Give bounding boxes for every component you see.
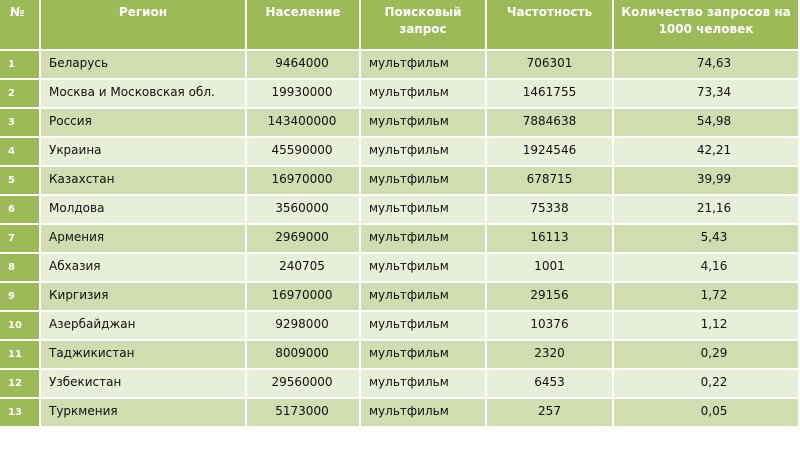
row-number: 11 bbox=[0, 341, 41, 370]
table-row bbox=[0, 254, 800, 283]
population-cell: 8009000 bbox=[247, 341, 361, 370]
query-cell: мультфильм bbox=[361, 167, 487, 196]
frequency-cell: 75338 bbox=[487, 196, 614, 225]
population-cell: 29560000 bbox=[247, 370, 361, 399]
population-cell: 16970000 bbox=[247, 283, 361, 312]
region-cell: Украина bbox=[41, 138, 247, 167]
rate-cell: 5,43 bbox=[614, 225, 800, 254]
frequency-cell: 10376 bbox=[487, 312, 614, 341]
population-cell: 19930000 bbox=[247, 80, 361, 109]
frequency-cell: 706301 bbox=[487, 51, 614, 80]
header-frequency: Частотность bbox=[487, 0, 614, 51]
region-cell: Россия bbox=[41, 109, 247, 138]
frequency-cell: 257 bbox=[487, 399, 614, 428]
region-cell: Азербайджан bbox=[41, 312, 247, 341]
rate-cell: 21,16 bbox=[614, 196, 800, 225]
region-cell: Абхазия bbox=[41, 254, 247, 283]
query-cell: мультфильм bbox=[361, 399, 487, 428]
table-row bbox=[0, 138, 800, 167]
population-cell: 5173000 bbox=[247, 399, 361, 428]
row-number: 2 bbox=[0, 80, 41, 109]
row-number: 9 bbox=[0, 283, 41, 312]
rate-cell: 54,98 bbox=[614, 109, 800, 138]
frequency-cell: 2320 bbox=[487, 341, 614, 370]
row-number: 8 bbox=[0, 254, 41, 283]
query-cell: мультфильм bbox=[361, 341, 487, 370]
table-row bbox=[0, 370, 800, 399]
query-cell: мультфильм bbox=[361, 109, 487, 138]
query-cell: мультфильм bbox=[361, 254, 487, 283]
table-row bbox=[0, 225, 800, 254]
query-cell: мультфильм bbox=[361, 225, 487, 254]
row-number: 7 bbox=[0, 225, 41, 254]
row-number: 4 bbox=[0, 138, 41, 167]
frequency-cell: 29156 bbox=[487, 283, 614, 312]
frequency-cell: 678715 bbox=[487, 167, 614, 196]
table-row bbox=[0, 283, 800, 312]
query-cell: мультфильм bbox=[361, 312, 487, 341]
region-cell: Молдова bbox=[41, 196, 247, 225]
row-number: 10 bbox=[0, 312, 41, 341]
frequency-cell: 6453 bbox=[487, 370, 614, 399]
population-cell: 16970000 bbox=[247, 167, 361, 196]
population-cell: 240705 bbox=[247, 254, 361, 283]
population-cell: 9464000 bbox=[247, 51, 361, 80]
region-cell: Узбекистан bbox=[41, 370, 247, 399]
table-row bbox=[0, 341, 800, 370]
row-number: 12 bbox=[0, 370, 41, 399]
region-cell: Казахстан bbox=[41, 167, 247, 196]
table-row bbox=[0, 51, 800, 80]
population-cell: 9298000 bbox=[247, 312, 361, 341]
header-rate: Количество запросов на 1000 человек bbox=[614, 0, 800, 51]
region-cell: Москва и Московская обл. bbox=[41, 80, 247, 109]
region-cell: Беларусь bbox=[41, 51, 247, 80]
table-row bbox=[0, 312, 800, 341]
rate-cell: 1,12 bbox=[614, 312, 800, 341]
header-query: Поисковый запрос bbox=[361, 0, 487, 51]
query-cell: мультфильм bbox=[361, 370, 487, 399]
query-cell: мультфильм bbox=[361, 80, 487, 109]
region-cell: Туркмения bbox=[41, 399, 247, 428]
population-cell: 143400000 bbox=[247, 109, 361, 138]
query-cell: мультфильм bbox=[361, 138, 487, 167]
table-header-row bbox=[0, 0, 800, 51]
rate-cell: 39,99 bbox=[614, 167, 800, 196]
query-cell: мультфильм bbox=[361, 283, 487, 312]
query-cell: мультфильм bbox=[361, 196, 487, 225]
table-row bbox=[0, 196, 800, 225]
row-number: 13 bbox=[0, 399, 41, 428]
region-cell: Таджикистан bbox=[41, 341, 247, 370]
rate-cell: 0,29 bbox=[614, 341, 800, 370]
frequency-cell: 1924546 bbox=[487, 138, 614, 167]
rate-cell: 74,63 bbox=[614, 51, 800, 80]
region-cell: Армения bbox=[41, 225, 247, 254]
row-number: 3 bbox=[0, 109, 41, 138]
table-row bbox=[0, 399, 800, 428]
rate-cell: 42,21 bbox=[614, 138, 800, 167]
frequency-cell: 16113 bbox=[487, 225, 614, 254]
rate-cell: 4,16 bbox=[614, 254, 800, 283]
frequency-cell: 1001 bbox=[487, 254, 614, 283]
rate-cell: 73,34 bbox=[614, 80, 800, 109]
row-number: 5 bbox=[0, 167, 41, 196]
table-row bbox=[0, 109, 800, 138]
table-row bbox=[0, 80, 800, 109]
frequency-cell: 1461755 bbox=[487, 80, 614, 109]
header-region: Регион bbox=[41, 0, 247, 51]
query-cell: мультфильм bbox=[361, 51, 487, 80]
population-cell: 45590000 bbox=[247, 138, 361, 167]
rate-cell: 1,72 bbox=[614, 283, 800, 312]
header-population: Население bbox=[247, 0, 361, 51]
table-body bbox=[0, 51, 800, 428]
frequency-cell: 7884638 bbox=[487, 109, 614, 138]
population-cell: 2969000 bbox=[247, 225, 361, 254]
row-number: 6 bbox=[0, 196, 41, 225]
rate-cell: 0,05 bbox=[614, 399, 800, 428]
population-cell: 3560000 bbox=[247, 196, 361, 225]
row-number: 1 bbox=[0, 51, 41, 80]
table-row bbox=[0, 167, 800, 196]
region-cell: Киргизия bbox=[41, 283, 247, 312]
header-num: № bbox=[0, 0, 41, 51]
rate-cell: 0,22 bbox=[614, 370, 800, 399]
